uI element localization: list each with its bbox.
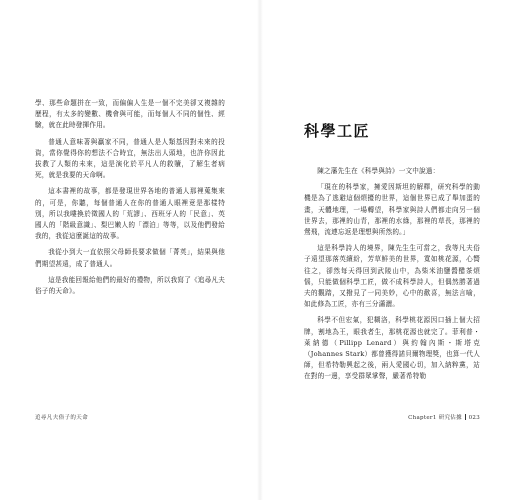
paragraph: 這是科學詩人的境界，陳先生生可當之，我等凡夫俗子遠望那落英繽紛，芳草鮮美的世界，寬如桃花源，心嚮往之，卻然每天得回到武陵山中，為柴米油鹽醬醋茶煩惱，只能做個科學工匠，做不成科學詩人，但偶然勝著過夫的觀踏，又撥見了一同美妙，心中的歡喜，無法言喻，如此修為工匠，亦有三分瀟灑。: [304, 244, 480, 309]
running-footer-book-title: 追尋凡夫俗子的天命: [35, 415, 89, 421]
right-page-body: [304, 166, 480, 388]
footer-chapter-label: Chapter1 研究佔據: [408, 415, 462, 421]
running-footer-chapter: [408, 413, 480, 421]
footer-separator: [465, 414, 466, 420]
paragraph: 「現在的科學家，擁愛因斯坦的解釋，研究科學的動機是為了逃避這個煩擾的世界，這個世界已成了舉加蛋的畫，天體地理，一場轉望，科學家與詩人們都走向另一個世界去，那裡的山青，那裡的水綠，那裡的草長，那裡的鶯飛，流連忘返是理想與所然的。」: [304, 183, 480, 237]
paragraph: 我從小到大一直依照父母師長要求做個「菁英」，結果與他們期望甚遠，成了普通人。: [35, 248, 225, 268]
paragraph: 科學不但宏氣，犯糊洛，科學桃花源因口插上個大招牌，割地為王，眼我者生，那桃花源也就完了。菲利普・萊納德（Pillipp Lenard）與約翰內斯・斯塔克（Johannes Stark）都曾獲得諾貝爾物理獎，也算一代人師，但希特勒興起之後，兩人愛國心切，加入納粹黨，站在對的一邊，享受群眾掌聲，嚴著希特勒: [304, 316, 480, 381]
paragraph: 學、那些命題拼在一致，而偏偏人生是一個不完美卻又複雜的歷程，有太多的變數、機會與可能，而每個人不同的個性、經驗，就在此時發揮作用。: [35, 99, 225, 130]
paragraph: 陳之藩先生在《科學與詩》一文中說過：: [317, 167, 440, 175]
paragraph: 這是我能回報給他們的最好的禮物，所以我寫了《追尋凡夫俗子的天命》。: [35, 275, 225, 296]
page-number: 023: [468, 415, 480, 421]
paragraph: 普通人意味著與贏家不同，普通人是人類基因對未來的投資，當你覺得你的想法不合時宜，無法出人頭地，也許你因此拔教了人類的未來，這是演化於平凡人的救贖，了解生者病死，就是我要的天命啊。: [35, 137, 225, 180]
chapter-title: 科學工匠: [304, 122, 371, 140]
left-page-body: [35, 98, 225, 302]
right-page: [262, 0, 520, 500]
left-page: [0, 0, 258, 500]
paragraph: 這本書裡的故事，都是發現世界各地的普通人那裡蒐集來的，可是，你聽，每個普通人在你的普通人眼裡竟是那樣特別，所以我嘍換於徵國人的「荒謬」、西班牙人的「民意」、英國人的「階級意識」、梨巴嫩人的「漂泊」等等，以及他們發給我的，我從這麼誕這的故事。: [35, 187, 225, 241]
